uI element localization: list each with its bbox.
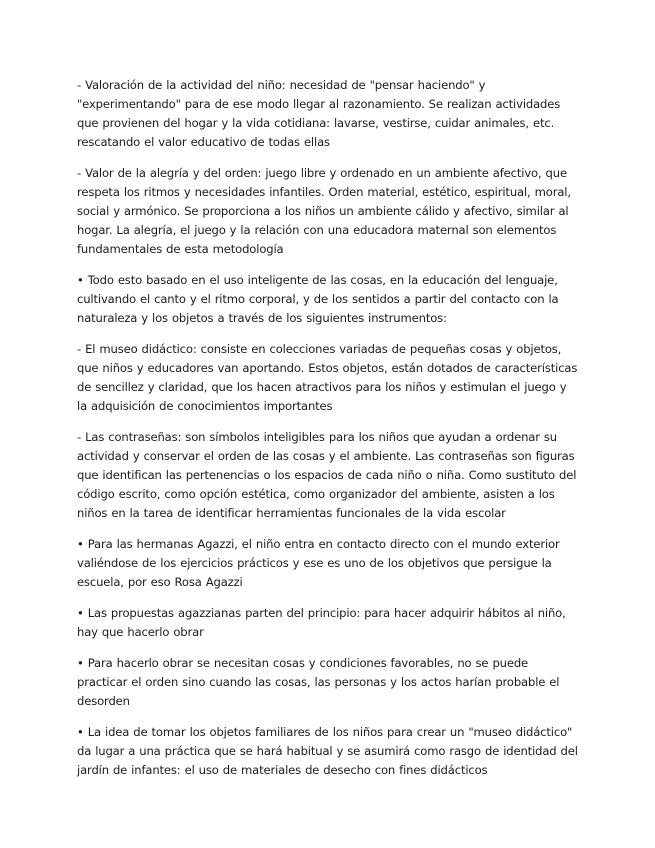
document-body [77, 76, 580, 792]
paragraph-uso-inteligente-cosas: • Todo esto basado en el uso inteligente de las cosas, en la educación del lenguaje, cultivando el canto y el ritmo corporal, y de los sentidos a partir del contacto con la naturaleza y los objetos a través de los siguientes instrumentos: [77, 273, 559, 325]
paragraph-valor-alegria-orden: - Valor de la alegría y del orden: juego libre y ordenado en un ambiente afectivo, que respeta los ritmos y necesidades infantiles. Orden material, estético, espiritual, moral, social y armónico. Se proporciona a los niños un ambiente cálido y afectivo, similar al hogar. La alegría, el juego y la relación con una educadora maternal son elementos fundamentales de esta metodología [77, 166, 571, 256]
paragraph-propuestas-agazzianas: • Las propuestas agazzianas parten del principio: para hacer adquirir hábitos al niño, hay que hacerlo obrar [77, 606, 566, 639]
paragraph-contrasenas: - Las contraseñas: son símbolos inteligibles para los niños que ayudan a ordenar su actividad y conservar el orden de las cosas y el ambiente. Las contraseñas son figuras que identifican las pertenencias o los espacios de cada niño o niña. Como sustituto del código escrito, como opción estética, como organizador del ambiente, asisten a los niños en la tarea de identificar herramientas funcionales de la vida escolar [77, 430, 577, 520]
paragraph-hacerlo-obrar: • Para hacerlo obrar se necesitan cosas y condiciones favorables, no se puede practicar el orden sino cuando las cosas, las personas y los actos harían probable el desorden [77, 656, 560, 708]
paragraph-idea-objetos-familiares: • La idea de tomar los objetos familiares de los niños para crear un "museo didáctico" da lugar a una práctica que se hará habitual y se asumirá como rasgo de identidad del jardín de infantes: el uso de materiales de desecho con fines didácticos [77, 725, 578, 777]
paragraph-museo-didactico: - El museo didáctico: consiste en colecciones variadas de pequeñas cosas y objetos, que niños y educadores van aportando. Estos objetos, están dotados de características de sencillez y claridad, que los hacen atractivos para los niños y estimulan el juego y la adquisición de conocimientos importantes [77, 342, 578, 413]
paragraph-valoracion-actividad: - Valoración de la actividad del niño: necesidad de "pensar haciendo" y "experimentando" para de ese modo llegar al razonamiento. Se realizan actividades que provienen del hogar y la vida cotidiana: lavarse, vestirse, cuidar animales, etc. rescatando el valor educativo de todas ellas [77, 78, 561, 149]
paragraph-hermanas-agazzi: • Para las hermanas Agazzi, el niño entra en contacto directo con el mundo exterior valiéndose de los ejercicios prácticos y ese es uno de los objetivos que persigue la escuela, por eso Rosa Agazzi [77, 537, 560, 589]
